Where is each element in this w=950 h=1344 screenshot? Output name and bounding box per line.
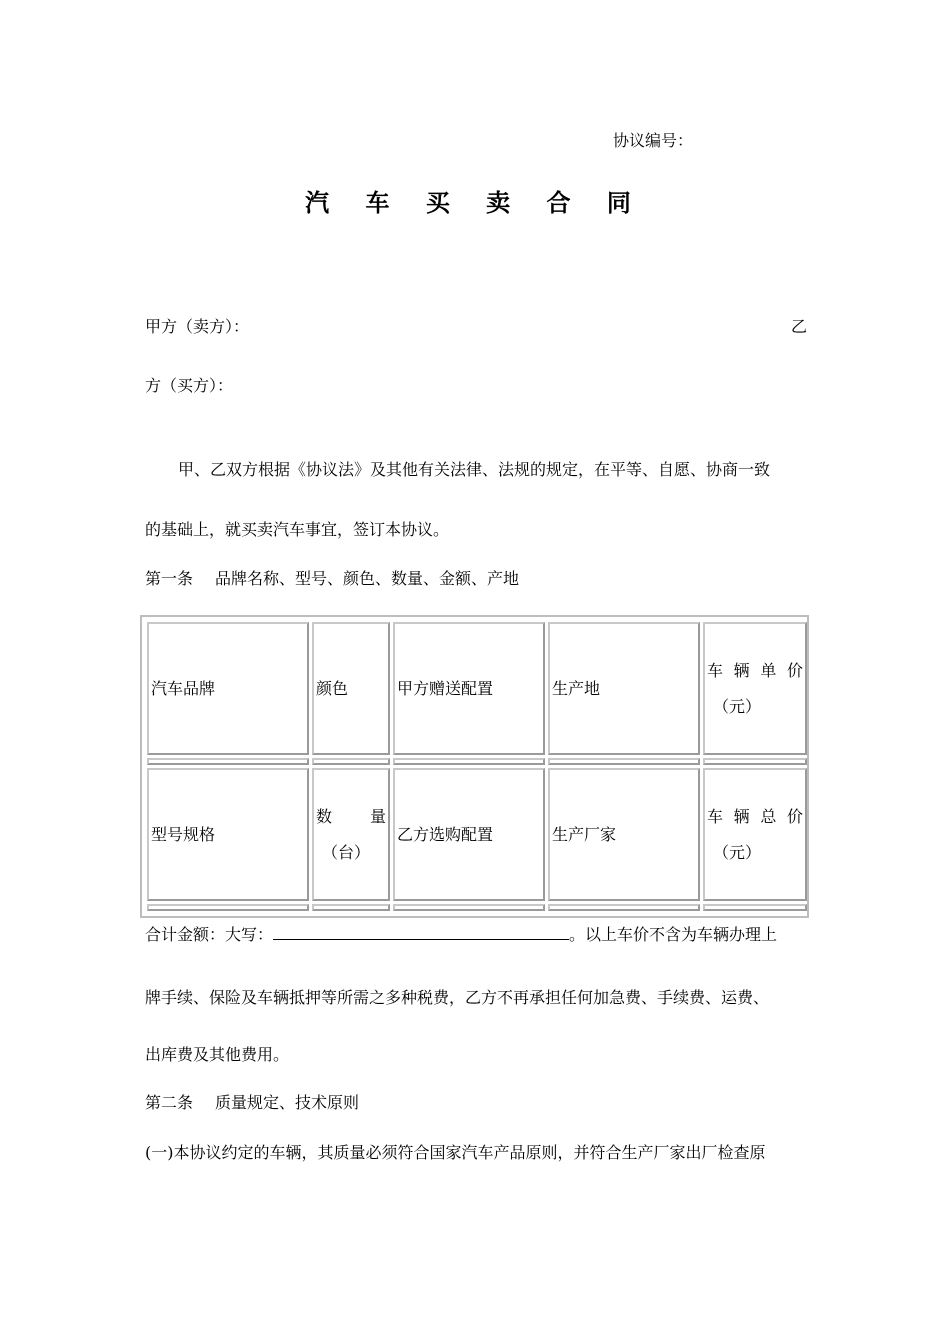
article-1-title: 品牌名称、型号、颜色、数量、金额、产地 bbox=[215, 569, 520, 588]
table-row bbox=[147, 768, 807, 901]
contract-number-label: 协议编号： bbox=[613, 131, 694, 150]
table-header-optional-config: 乙方选购配置 bbox=[393, 768, 545, 901]
article-2-number: 第二条 bbox=[145, 1093, 194, 1112]
article-1-number: 第一条 bbox=[145, 569, 194, 588]
party-a-label: 甲方（卖方）： bbox=[145, 317, 250, 336]
total-price-label: 车 辆 总 价 bbox=[707, 806, 803, 826]
total-amount-label: 合计金额：大写： bbox=[145, 925, 274, 944]
table-row bbox=[147, 758, 807, 765]
document-title: 汽 车 买 卖 合 同 bbox=[305, 189, 645, 217]
total-amount-line bbox=[145, 922, 777, 945]
intro-paragraph-line-2: 的基础上，就买卖汽车事宜，签订本协议。 bbox=[145, 520, 450, 539]
quantity-value-cell[interactable] bbox=[312, 904, 390, 911]
unit-price-unit: （元） bbox=[713, 696, 762, 716]
vehicle-table bbox=[140, 615, 809, 918]
table-row bbox=[147, 622, 807, 755]
article-2-heading bbox=[145, 1090, 359, 1113]
gift-config-value-cell[interactable] bbox=[393, 758, 545, 765]
table-row bbox=[147, 904, 807, 911]
table-header-model: 型号规格 bbox=[147, 768, 309, 901]
total-price-value-cell[interactable] bbox=[703, 904, 807, 911]
total-note-line-3: 出库费及其他费用。 bbox=[145, 1045, 290, 1064]
party-b-label: 方（买方）： bbox=[145, 376, 234, 395]
clause-1-text: (一)本协议约定的车辆，其质量必须符合国家汽车产品原则，并符合生产厂家出厂检查原 bbox=[145, 1143, 766, 1162]
table-header-color: 颜色 bbox=[312, 622, 390, 755]
table-header-manufacturer: 生产厂家 bbox=[548, 768, 700, 901]
unit-price-label: 车 辆 单 价 bbox=[707, 660, 803, 680]
table-header-brand: 汽车品牌 bbox=[147, 622, 309, 755]
quantity-label: 数 量 bbox=[316, 806, 386, 826]
optional-config-value-cell[interactable] bbox=[393, 904, 545, 911]
total-amount-note: 。以上车价不含为车辆办理上 bbox=[569, 925, 778, 944]
table-header-total-price bbox=[703, 768, 807, 901]
origin-value-cell[interactable] bbox=[548, 758, 700, 765]
table-header-gift-config: 甲方赠送配置 bbox=[393, 622, 545, 755]
table-header-origin: 生产地 bbox=[548, 622, 700, 755]
brand-value-cell[interactable] bbox=[147, 758, 309, 765]
manufacturer-value-cell[interactable] bbox=[548, 904, 700, 911]
total-amount-blank[interactable] bbox=[273, 925, 569, 940]
color-value-cell[interactable] bbox=[312, 758, 390, 765]
table-header-unit-price bbox=[703, 622, 807, 755]
quantity-unit: （台） bbox=[322, 842, 371, 862]
unit-price-value-cell[interactable] bbox=[703, 758, 807, 765]
article-1-heading bbox=[145, 566, 519, 589]
intro-paragraph-line-1: 甲、乙双方根据《协议法》及其他有关法律、法规的规定，在平等、自愿、协商一致 bbox=[178, 460, 771, 479]
total-note-line-2: 牌手续、保险及车辆抵押等所需之多种税费，乙方不再承担任何加急费、手续费、运费、 bbox=[145, 988, 770, 1007]
model-value-cell[interactable] bbox=[147, 904, 309, 911]
party-b-label-start: 乙 bbox=[791, 317, 808, 336]
total-price-unit: （元） bbox=[713, 842, 762, 862]
article-2-title: 质量规定、技术原则 bbox=[215, 1093, 360, 1112]
table-header-quantity bbox=[312, 768, 390, 901]
